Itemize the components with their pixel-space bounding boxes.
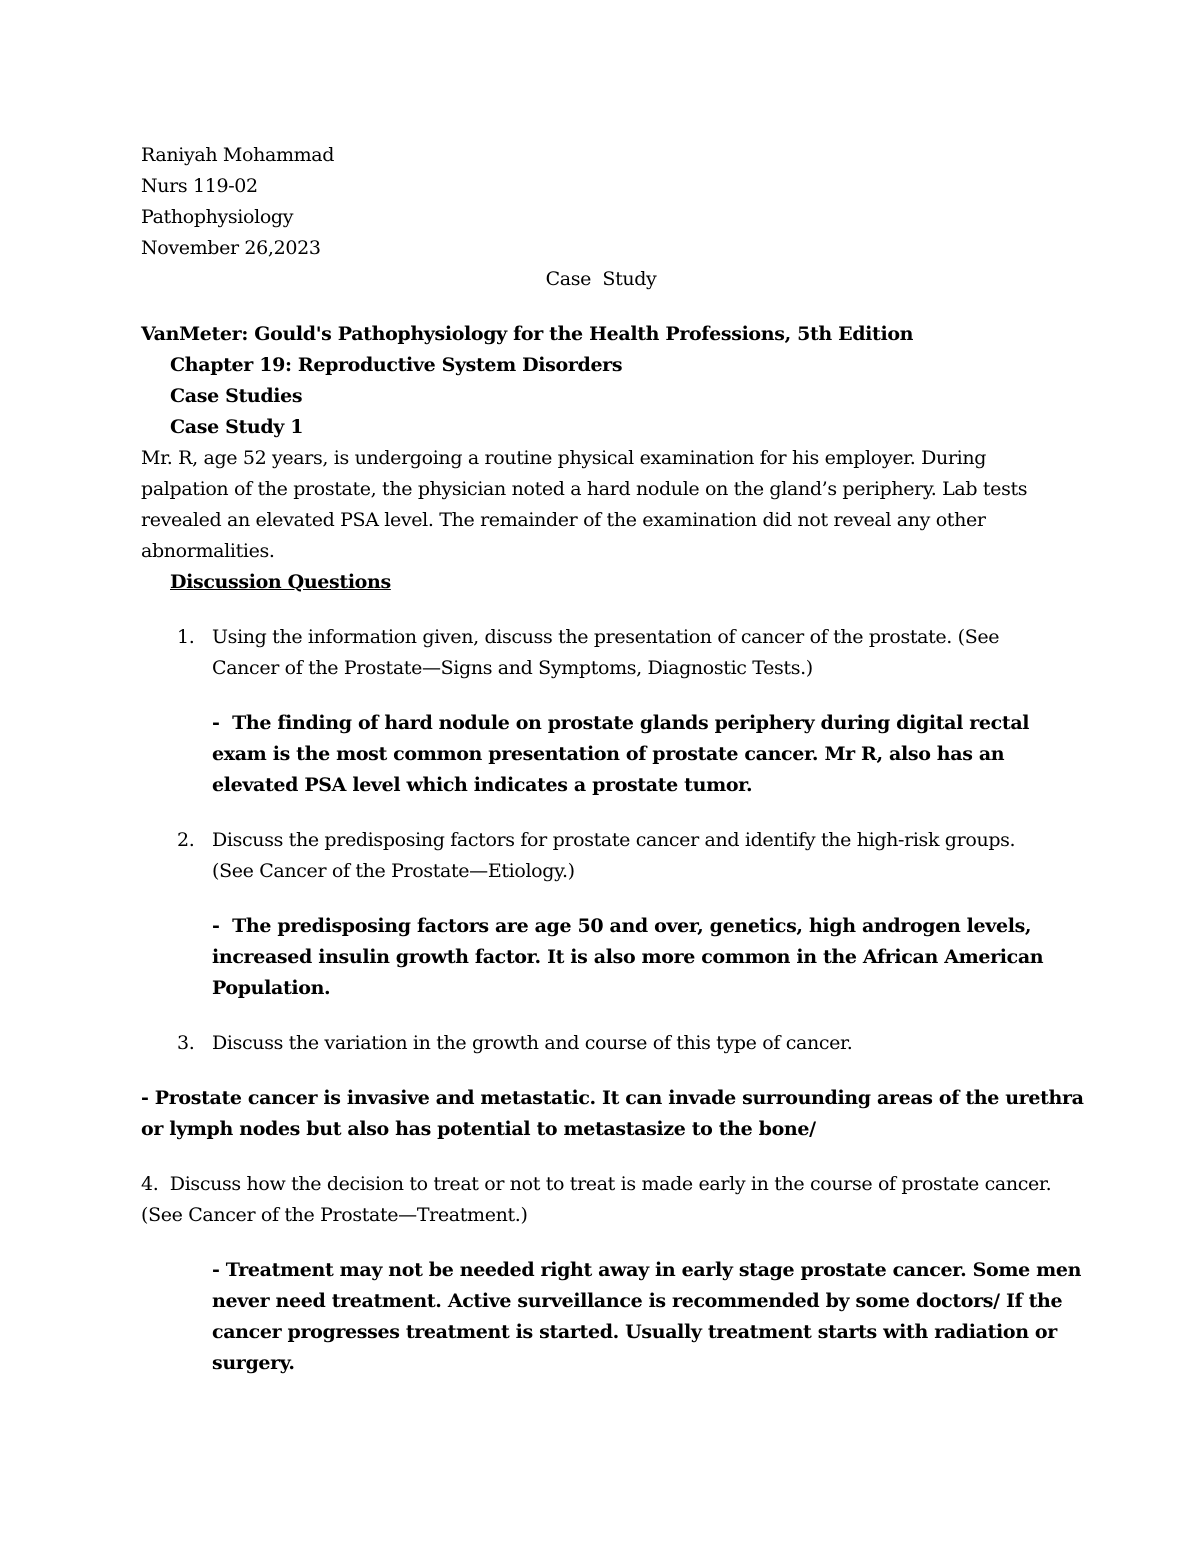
case-scenario <box>141 443 1061 567</box>
question-number: 2. <box>177 829 195 851</box>
answer-1 <box>141 708 1061 801</box>
answer-4 <box>141 1255 1082 1379</box>
question-line: Discuss the variation in the growth and course of this type of cancer. <box>212 1032 853 1054</box>
section-heading: Case Studies <box>170 385 303 407</box>
document-body <box>141 140 1084 1379</box>
answer-line: exam is the most common presentation of prostate cancer. Mr R, also has an <box>212 743 1005 765</box>
course-code: Nurs 119-02 <box>141 175 258 197</box>
question-1 <box>141 622 1061 684</box>
question-3 <box>141 1028 1061 1059</box>
answer-2 <box>141 911 1061 1004</box>
question-line: (See Cancer of the Prostate—Treatment.) <box>141 1204 528 1226</box>
case-heading: Case Study 1 <box>170 416 304 438</box>
scenario-line: Mr. R, age 52 years, is undergoing a routine physical examination for his employer. During <box>141 447 987 469</box>
question-2 <box>141 825 1061 887</box>
answer-line: - Treatment may not be needed right away in early stage prostate cancer. Some men <box>212 1259 1082 1281</box>
student-name: Raniyah Mohammad <box>141 144 335 166</box>
question-line: (See Cancer of the Prostate—Etiology.) <box>212 860 575 882</box>
question-line: Cancer of the Prostate—Signs and Symptoms, Diagnostic Tests.) <box>212 657 813 679</box>
discussion-questions-heading: Discussion Questions <box>170 571 391 593</box>
chapter-heading: Chapter 19: Reproductive System Disorders <box>170 354 623 376</box>
answer-3 <box>141 1083 1084 1145</box>
answer-line: - Prostate cancer is invasive and metastatic. It can invade surrounding areas of the urethra <box>141 1087 1084 1109</box>
book-title: VanMeter: Gould's Pathophysiology for the Health Professions, 5th Edition <box>141 323 914 345</box>
scenario-line: abnormalities. <box>141 540 275 562</box>
question-line: Discuss the predisposing factors for prostate cancer and identify the high-risk groups. <box>212 829 1016 851</box>
question-number: 3. <box>177 1032 195 1054</box>
question-4 <box>141 1169 1061 1231</box>
question-number: 1. <box>177 626 195 648</box>
scenario-line: revealed an elevated PSA level. The remainder of the examination did not reveal any other <box>141 509 986 531</box>
question-line: 4. Discuss how the decision to treat or not to treat is made early in the course of prostate cancer. <box>141 1173 1052 1195</box>
answer-line: or lymph nodes but also has potential to metastasize to the bone/ <box>141 1118 816 1140</box>
answer-line: cancer progresses treatment is started. Usually treatment starts with radiation or <box>212 1321 1057 1343</box>
question-line: Using the information given, discuss the presentation of cancer of the prostate. (See <box>212 626 1000 648</box>
scenario-line: palpation of the prostate, the physician noted a hard nodule on the gland’s periphery. Lab tests <box>141 478 1028 500</box>
answer-line: increased insulin growth factor. It is also more common in the African American <box>212 946 1044 968</box>
answer-line: Population. <box>212 977 331 999</box>
answer-line: elevated PSA level which indicates a prostate tumor. <box>212 774 753 796</box>
answer-line: - The predisposing factors are age 50 and over, genetics, high androgen levels, <box>212 915 1032 937</box>
subject: Pathophysiology <box>141 206 294 228</box>
answer-line: - The finding of hard nodule on prostate glands periphery during digital rectal <box>212 712 1030 734</box>
date: November 26,2023 <box>141 237 321 259</box>
answer-line: never need treatment. Active surveillance is recommended by some doctors/ If the <box>212 1290 1063 1312</box>
document-title: Case Study <box>545 268 657 290</box>
answer-line: surgery. <box>212 1352 295 1374</box>
